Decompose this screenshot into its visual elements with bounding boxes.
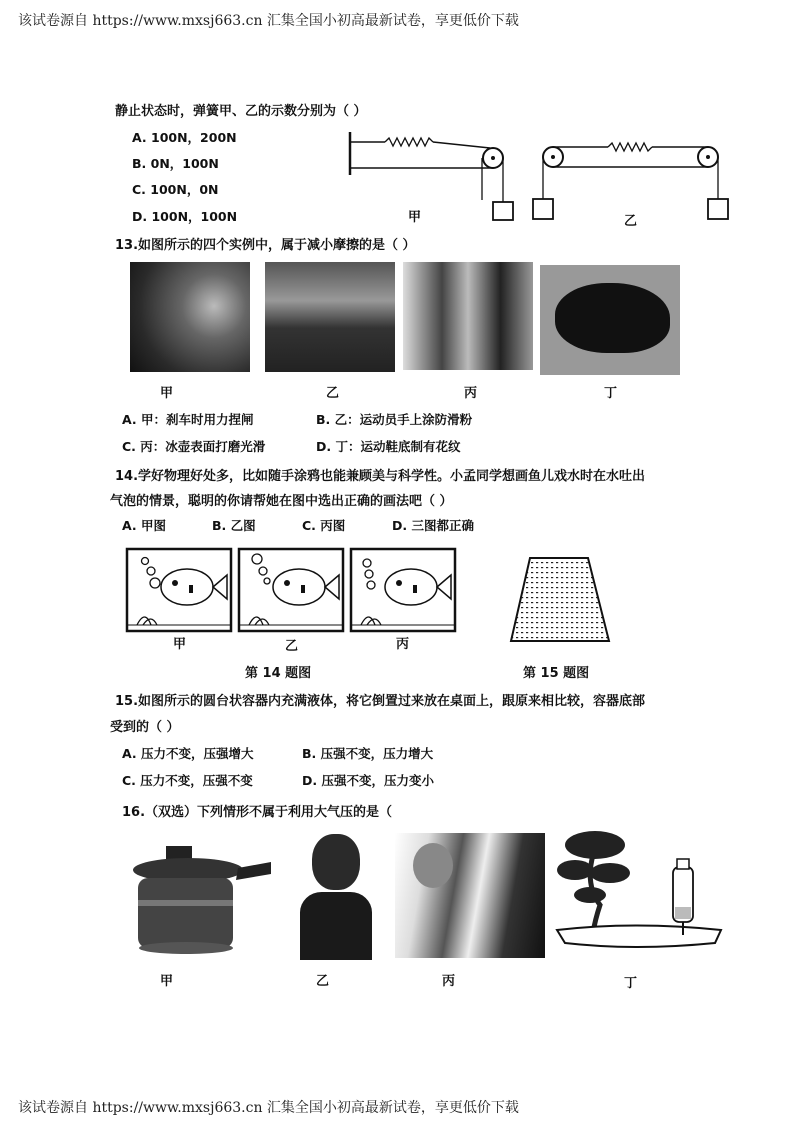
photo-athlete-hands (265, 262, 395, 372)
q14-option-b: B. 乙图 (212, 518, 256, 533)
page-footer: 该试卷源自 https://www.mxsj663.cn 汇集全国小初高最新试卷，享更低价下载 (18, 1100, 519, 1116)
q15-option-b: B. 压强不变，压力增大 (302, 746, 434, 761)
q14-stem-line2: 气泡的情景，聪明的你请帮她在图中选出正确的画法吧（ ） (110, 494, 453, 509)
q12-label-yi: 乙 (624, 214, 638, 229)
bonsai-water-bottle-image (555, 825, 725, 960)
q16-label-jia: 甲 (160, 974, 174, 989)
q12-option-c: C. 100N，0N (132, 182, 219, 197)
frustum-container-figure (505, 555, 615, 645)
q12-option-b: B. 0N，100N (132, 156, 219, 171)
q14-label-jia: 甲 (173, 637, 187, 652)
spring-figure-jia (345, 130, 525, 225)
q15-option-c: C. 压力不变，压强不变 (122, 773, 253, 788)
q16-stem: 16.（双选）下列情形不属于利用大气压的是（ (122, 805, 393, 820)
photo-shoe-sole (540, 265, 680, 375)
q15-option-d: D. 压强不变，压力变小 (302, 773, 434, 788)
q13-option-b: B. 乙：运动员手上涂防滑粉 (316, 412, 473, 427)
q13-label-yi: 乙 (326, 386, 340, 401)
fish-panel-bing (349, 547, 457, 633)
q13-option-a: A. 甲：刹车时用力捏闸 (122, 412, 254, 427)
q14-option-c: C. 丙图 (302, 518, 346, 533)
q12-stem: 静止状态时，弹簧甲、乙的示数分别为（ ） (115, 104, 367, 119)
q14-label-bing: 丙 (396, 637, 410, 652)
q13-label-jia: 甲 (160, 386, 174, 401)
pressure-cooker-image (128, 840, 273, 955)
q14-option-a: A. 甲图 (122, 518, 167, 533)
q16-label-bing: 丙 (442, 974, 456, 989)
syringe-injection-image (395, 833, 545, 958)
q13-label-bing: 丙 (464, 386, 478, 401)
q13-option-c: C. 丙：冰壶表面打磨光滑 (122, 439, 266, 454)
q12-option-a: A. 100N，200N (132, 130, 237, 145)
q15-stem-line1: 15.如图所示的圆台状容器内充满液体，将它倒置过来放在桌面上，跟原来相比较，容器底部 (115, 694, 646, 709)
q14-caption: 第 14 题图 (245, 666, 312, 681)
boy-drinking-image (298, 828, 373, 960)
q16-label-yi: 乙 (316, 974, 330, 989)
q15-stem-line2: 受到的（ ） (110, 720, 180, 735)
q13-option-d: D. 丁：运动鞋底制有花纹 (316, 439, 461, 454)
photo-curling (403, 262, 533, 370)
q15-option-a: A. 压力不变，压强增大 (122, 746, 254, 761)
q15-caption: 第 15 题图 (523, 666, 590, 681)
fish-panel-jia (125, 547, 233, 633)
q13-stem: 13.如图所示的四个实例中，属于减小摩擦的是（ ） (115, 238, 416, 253)
q16-label-ding: 丁 (624, 976, 638, 991)
q12-label-jia: 甲 (408, 210, 422, 225)
q14-option-d: D. 三图都正确 (392, 518, 474, 533)
q14-stem-line1: 14.学好物理好处多，比如随手涂鸦也能兼顾美与科学性。小孟同学想画鱼儿戏水时在水吐出 (115, 469, 646, 484)
page-header: 该试卷源自 https://www.mxsj663.cn 汇集全国小初高最新试卷，享更低价下载 (18, 13, 519, 29)
q12-option-d: D. 100N，100N (132, 209, 238, 224)
fish-panel-yi (237, 547, 345, 633)
q13-label-ding: 丁 (604, 386, 618, 401)
photo-brake-lever (130, 262, 250, 372)
q14-label-yi: 乙 (285, 639, 299, 654)
